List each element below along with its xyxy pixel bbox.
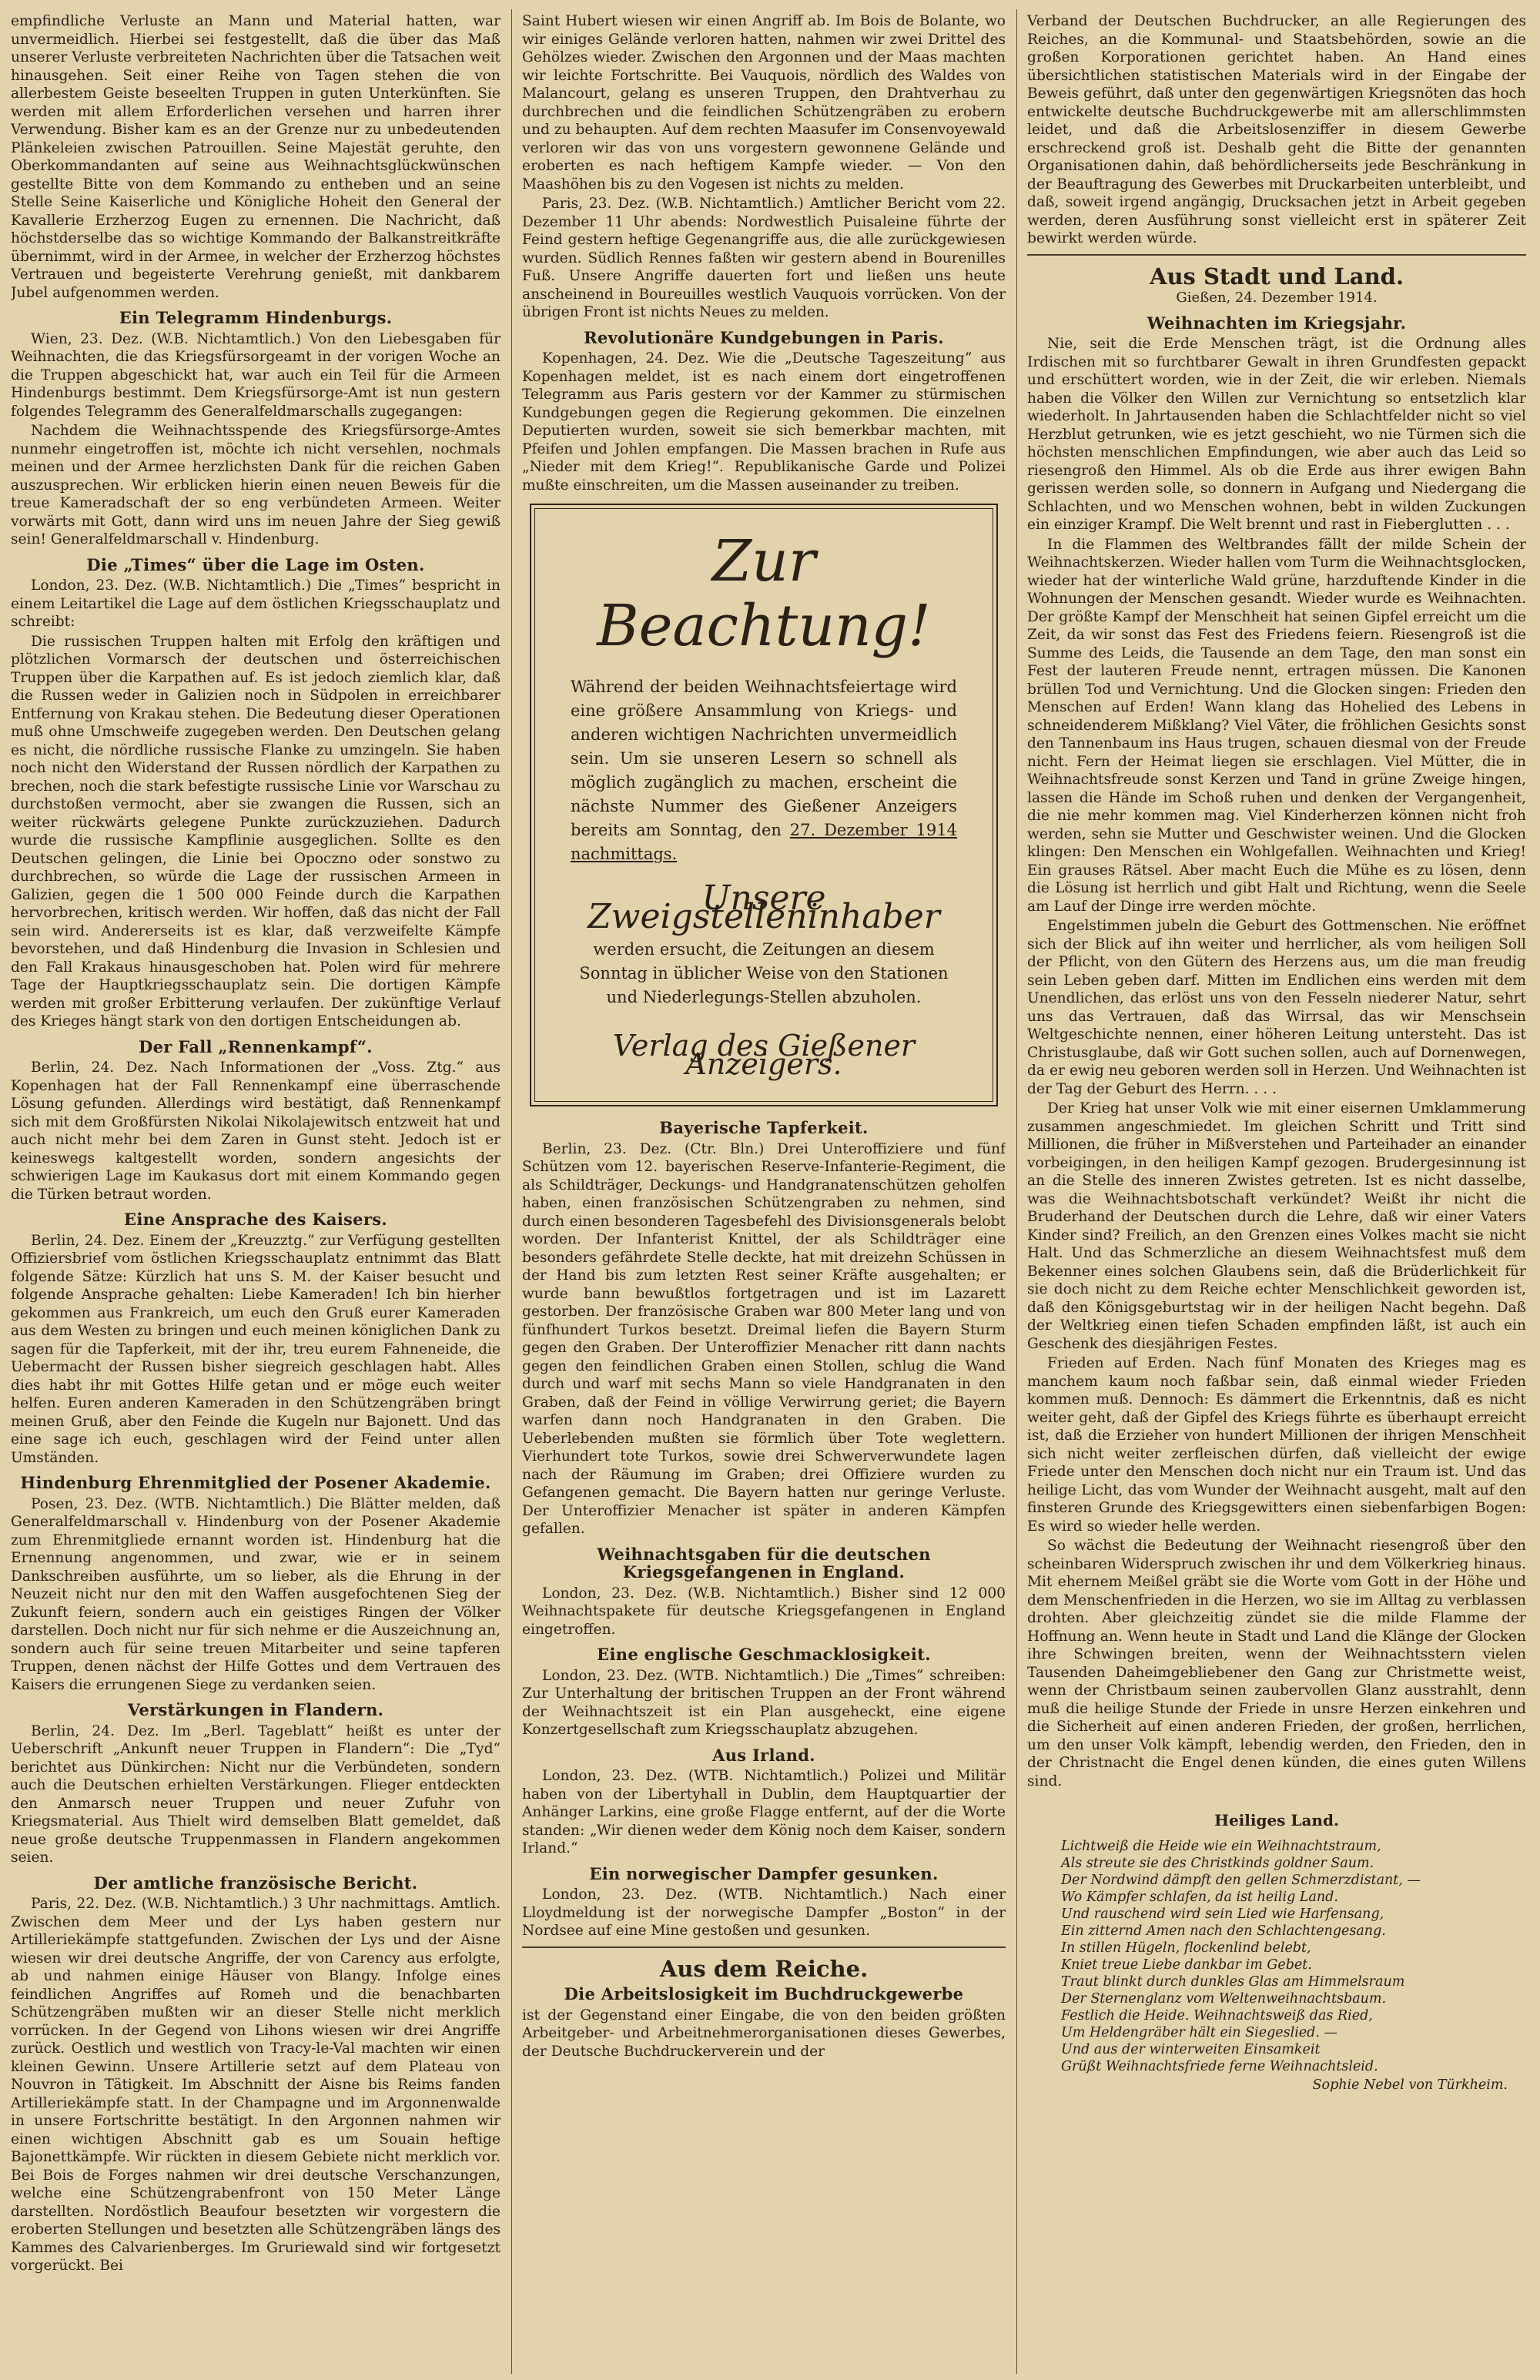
article-headline: Die „Times“ über die Lage im Osten. <box>86 554 425 574</box>
section-heading: Aus Stadt und Land. <box>1149 263 1404 290</box>
notice-date: 27. Dezember 1914 nachmittags. <box>571 821 957 863</box>
article-headline: Die Arbeitslosigkeit im Buchdruckgewerbe <box>564 1984 964 2003</box>
section-divider <box>522 1947 1006 1948</box>
article-headline: Der Fall „Rennenkampf“. <box>139 1036 373 1056</box>
notice-title: Zur Beachtung! <box>597 528 931 659</box>
section-divider <box>1027 254 1526 256</box>
notice-subheading: Unsere Zweigstelleninhaber <box>588 879 940 936</box>
poem-line: Der Sternenglanz vom Weltenweihnachtsbaum. <box>1061 1990 1387 2007</box>
article-paragraph: Frieden auf Erden. Nach fünf Monaten des Krieges mag es manchem kaum noch faßbar sein, daß einmal wieder Frieden kommen muß. Dennoch: Es dämmert die Erkenntnis, daß es nicht weiter geht, daß der Gipfel des Kriegs führte es überhaupt erreicht ist, daß die Erzieher von hundert Millionen der ihrigen Menschheit sich nicht weiter zerfleischen dürfen, daß vielleicht der ewige Friede unter den Menschen doch nicht nur ein Traum ist. Und das heilige Licht, das vom Wunder der Weihnacht ausgeht, malt auf den finsteren Grunde des Kriegsgewitters einen siebenfarbigen Bogen: Es wird so wieder helle werden. <box>1027 1355 1526 1535</box>
article-paragraph: Posen, 23. Dez. (WTB. Nichtamtlich.) Die Blätter melden, daß Generalfeldmarschall v. Hindenburg von der Posener Akademie zum Ehrenmitgliede ernannt worden ist. Hindenburg hat die Ernennung angenommen, und zwar, wie er in seinem Dankschreiben ausführte, um so lieber, als die Ehrung in der Neuzeit nicht nur den mit den Waffen ausgefochtenen Sieg der Zukunft feiern, sondern auch ein geistiges Ringen der Völker darstellen. Doch nicht nur für sich nehme er die Auszeichnung an, sondern auch für seine treuen Mitarbeiter und seine tapferen Truppen, denen nächst der Hilfe Gottes und dem Vertrauen des Kaisers die errungenen Siege zu verdanken seien. <box>11 1495 500 1693</box>
article-paragraph: Nie, seit die Erde Menschen trägt, ist die Ordnung alles Irdischen mit so furchtbarer Gewalt in ihren Grundfesten gepackt und erschüttert worden, wie in der Zeit, die wir erleben. Niemals haben die Völker den Willen zur Vernichtung so entsetzlich klar wiederholt. In Jahrtausenden haben die Schlachtfelder nicht so viel Herzblut getrunken, wie es jetzt geschieht, wo nie Türmen sich die höchsten menschlichen Empfindungen, wie aber auch das Leid so riesengroß den Himmel. Als ob die Erde aus ihrer ewigen Bahn gerissen werden solle, so donnern in Aufgang und Niedergang die Schlachten, und wo Menschen wohnen, bebt in wilden Zuckungen ein einziger Krampf. Die Welt brennt und rast in Fieberglutten . . . <box>1027 336 1526 533</box>
article-paragraph: Berlin, 24. Dez. Einem der „Kreuzztg.“ zur Verfügung gestellten Offiziersbrief vom östlichen Kriegsschauplatz entnimmt das Blatt folgende Sätze: Kürzlich hat uns S. M. der Kaiser besucht und folgende Ansprache gehalten: Liebe Kameraden! Ich bin hierher gekommen aus Frankreich, um euch den Gruß eurer Kameraden aus dem Westen zu bringen und euch meinen königlichen Dank zu sagen für die Tapferkeit, mit der ihr, treu eurem Fahneneide, die Uebermacht der Russen bisher siegreich geschlagen habt. Alles dies habt ihr mit Gottes Hilfe getan und er möge euch weiter helfen. Euren anderen Kameraden in den Schützengräben bringt meinen Gruß, aber den Feinde die Kugeln nur Bajonett. Und das eine sage ich euch, geschlagen wird der Feind unter allen Umständen. <box>11 1232 500 1466</box>
article-paragraph: London, 23. Dez. (W.B. Nichtamtlich.) Bisher sind 12 000 Weihnachtspakete für deutsche Kriegsgefangenen in England eingetroffen. <box>522 1585 1006 1638</box>
article-headline: Weihnachten im Kriegsjahr. <box>1147 313 1407 333</box>
article-paragraph: Der Krieg hat unser Volk wie mit einer eisernen Umklammerung zusammen angeschmiedet. Im gleichen Schritt und Tritt sind Millionen, die früher in Mißverstehen und Parteihader an einander vorbeigingen, in den heiligen Kampf gezogen. Brudergesinnung ist an die Stelle des inneren Zwistes getreten. Ist es nicht dasselbe, was die Weihnachtsbotschaft verkündet? Weißt ihr nicht die Bruderhand der Deutschen durch die Lehre, daß wir einer Vaters Kinder sind? Freilich, an den Grenzen eines Volkes macht sie nicht Halt. Und das Schmerzliche an diesem Weihnachtsfest muß dem Bekenner eines solchen Glaubens sein, daß die Brüderlichkeit für sie doch nicht zu dem Reiche echter Menschlichkeit geworden ist, daß den Königsgeburtstag wir in der heiligen Nacht begehn. Daß der Weltkrieg einen tiefen Schaden empfinden läßt, ist auch ein Geschenk des diesjährigen Festes. <box>1027 1100 1526 1352</box>
article-paragraph: Saint Hubert wiesen wir einen Angriff ab. Im Bois de Bolante, wo wir einiges Gelände verloren hatten, nahmen wir zwei Drittel des Gehölzes wieder. Zwischen den Argonnen und der Maas machten wir leichte Fortschritte. Bei Vauquois, nördlich des Waldes von Malancourt, gelang es unseren Truppen, den Drahtverhau zu durchbrechen und die feindlichen Schützengräben zu erobern und zu behaupten. Auf dem rechten Maasufer im Consenvoyewald verloren wir das von uns vorgestern gewonnene Gelände und eroberten es nach heftigem Kampfe wieder. — Von den Maashöhen bis zu den Vogesen ist nichts zu melden. <box>522 13 1006 192</box>
article-paragraph: Wien, 23. Dez. (W.B. Nichtamtlich.) Von den Liebesgaben für Weihnachten, die das Kriegsfürsorgeamt in der vorigen Woche an die Truppen abgeschickt hat, war auch ein Teil für die Armeen Hindenburgs bestimmt. Dem Kriegsfürsorge-Amt ist nun gestern folgendes Telegramm des Generalfeldmarschalls zugegangen: <box>11 330 500 420</box>
article-paragraph: So wächst die Bedeutung der Weihnacht riesengroß über den scheinbaren Widerspruch zwischen ihr und dem Völkerkrieg hinaus. Mit ehernem Meißel gräbt sie die Worte vom Gott in der Höhe und dem Menschenfrieden in die Herzen, wo sie im Alltag zu verblassen drohten. Aber gleichzeitig zündet sie die milde Flamme der Hoffnung an. Wenn heute in Stadt und Land die Klänge der Glocken ihre Schwingen breiten, wenn der Weihnachtsstern vielen Tausenden Daheimgebliebener den Gang zur Christmette weist, wenn der Christbaum seinen zaubervollen Glanz ausstrahlt, denn muß die heilige Stunde der Friede in unsre Herzen einkehren und die Sicherheit auf einen anderen Frieden, der großen, herrlichen, um den unser Volk kämpft, lebendig werden, den Frieden, den in der Christnacht die Engel denen künden, die eines guten Willens sind. <box>1027 1538 1526 1789</box>
article-headline: Ein norwegischer Dampfer gesunken. <box>589 1863 939 1883</box>
poem-line: Grüßt Weihnachtsfriede ferne Weihnachtsleid. <box>1061 2058 1378 2074</box>
column-1 <box>11 12 500 2371</box>
article-paragraph: London, 23. Dez. (WTB. Nichtamtlich.) Nach einer Lloydmeldung ist der norwegische Dampfer „Boston“ in der Nordsee auf eine Mine gestoßen und gesunken. <box>522 1886 1006 1939</box>
poem-line: Festlich die Heide. Weihnachtsweiß das Ried, <box>1061 2007 1373 2024</box>
poem-line: Der Nordwind dämpft den gellen Schmerzdistant, — <box>1061 1872 1421 1888</box>
article-headline: Weihnachtsgaben für die deutschen Kriegsgefangenen in England. <box>597 1544 931 1582</box>
article-headline: Bayerische Tapferkeit. <box>659 1118 869 1137</box>
article-headline: Ein Telegramm Hindenburgs. <box>119 308 393 327</box>
article-paragraph: Paris, 23. Dez. (W.B. Nichtamtlich.) Amtlicher Bericht vom 22. Dezember 11 Uhr abends: Nordwestlich Puisaleine führte der Feind gestern heftige Gegenangriffe aus, die alle zurückgewiesen wurden. Südlich Rennes faßten wir gestern abend in Bourenilles Fuß. Unsere Angriffe dauerten fort und ließen uns heute anscheinend in Boureuilles westlich Vauquois vorrücken. Von der übrigen Front ist nichts Neues zu melden. <box>522 196 1006 320</box>
poem-line: In stillen Hügeln, flockenlind belebt, <box>1061 1940 1311 1956</box>
article-paragraph: ist der Gegenstand einer Eingabe, die von den beiden größten Arbeitgeber- und Arbeitnehmerorganisationen dieses Gewerbes, der Deutsche Buchdruckerverein und der <box>522 2007 1006 2060</box>
poem-line: Als streute sie des Christkinds goldner Saum. <box>1061 1855 1374 1871</box>
article-paragraph: empfindliche Verluste an Mann und Material hatten, war unvermeidlich. Hierbei sei festgestellt, daß die über das Maß unserer Verluste verbreiteten Nachrichten über die Tatsachen weit hinausgehen. Seit einer Reihe von Tagen stehen die von allerbestem Geiste beseelten Truppen in guten Unterkünften. Sie werden mit allem Erforderlichen versehen und harren ihrer Verwendung. Bisher kam es an der Grenze nur zu unbedeutenden Plänkeleien zwischen Patrouillen. Seine Majestät geruhte, den Oberkommandanten auf seine aus Weihnachtsglückwünschen gestellte Bitte von dem Kommando zu entheben und an seine Stelle Seine Kaiserliche und Königliche Hoheit den General der Kavallerie Erzherzog Eugen zu ernennen. Die Nachricht, daß höchstderselbe das so wichtige Kommando der Balkanstreitkräfte übernimmt, wird in der Armee, in welcher der Erzherzog höchstes Vertrauen und begeisterte Verehrung genießt, mit dankbarem Jubel aufgenommen werden. <box>11 13 500 301</box>
poem <box>1027 1838 1526 2075</box>
article-paragraph: Nachdem die Weihnachtsspende des Kriegsfürsorge-Amtes nunmehr eingetroffen ist, möchte ich nicht versehlen, nochmals meinen und der Armee herzlichsten Dank für die reichen Gaben auszusprechen. Wir erblicken hierin einen neuen Beweis für die treue Kameradschaft der so eng verbündeten Armeen. Weiter vorwärts mit Gott, dann wird uns im neuen Jahre der Sieg gewiß sein! Generalfeldmarschall v. Hindenburg. <box>11 423 500 547</box>
article-paragraph: London, 23. Dez. (WTB. Nichtamtlich.) Polizei und Militär haben von der Libertyhall in Dublin, dem Hauptquartier der Anhänger Larkins, eine große Flagge entfernt, auf der die Worte standen: „Wir dienen weder dem König noch dem Kaiser, sondern Irland.“ <box>522 1768 1006 1856</box>
notice-publisher: Verlag des Gießener Anzeigers. <box>612 1029 916 1081</box>
article-headline: Aus Irland. <box>712 1745 815 1765</box>
poem-line: Und rauschend wird sein Lied wie Harfensang, <box>1061 1906 1384 1922</box>
article-paragraph: Kopenhagen, 24. Dez. Wie die „Deutsche Tageszeitung“ aus Kopenhagen meldet, ist es nach einem dort eingetroffenen Telegramm aus Paris gestern vor der Kammer zu stürmischen Kundgebungen gegen die Regierung gekommen. Die einzelnen Deputierten wurden, soweit sie sich bemerkbar machten, mit Pfeifen und Johlen empfangen. Die Massen brachen in Rufe aus „Nieder mit dem Krieg!“. Republikanische Garde und Polizei mußte einschreiten, um die Massen auseinander zu treiben. <box>522 350 1006 494</box>
article-paragraph: Verband der Deutschen Buchdrucker, an alle Regierungen des Reiches, an die Kommunal- und Staatsbehörden, sowie an die großen Korporationen gerichtet haben. An Hand eines übersichtlichen statistischen Materials wird in der Eingabe der Beweis geführt, daß unter den gegenwärtigen Kriegsnöten das hoch entwickelte deutsche Buchdruckgewerbe mit am allerschlimmsten leidet, und daß die Arbeitslosenziffer in diesem Gewerbe erschreckend groß ist. Deshalb geht die Bitte der genannten Organisationen dahin, daß behördlicherseits jede Beschränkung in der Beauftragung des Gewerbes mit Druckarbeiten unterbleibt, und daß, soweit irgend angängig, Drucksachen jetzt in Arbeit gegeben werden, deren Ausführung sonst vielleicht erst in späterer Zeit bewirkt werden würde. <box>1027 13 1526 246</box>
article-headline: Eine Ansprache des Kaisers. <box>124 1210 387 1229</box>
poem-author: Sophie Nebel von Türkheim. <box>1312 2077 1508 2093</box>
notice-box <box>530 504 998 1106</box>
article-paragraph: London, 23. Dez. (WTB. Nichtamtlich.) Die „Times“ schreiben: Zur Unterhaltung der britischen Truppen an der Front während der Weihnachtszeit ist ein Plan ausgeheckt, eine eigene Konzertgesellschaft zum Kriegsschauplatz abzugehen. <box>522 1667 1006 1738</box>
poem-line: Ein zitternd Amen nach den Schlachtengesang. <box>1061 1923 1386 1939</box>
notice-inner <box>534 508 993 1102</box>
article-paragraph: In die Flammen des Weltbrandes fällt der milde Schein der Weihnachtskerzen. Wieder hallen vom Turm die Weihnachtsglocken, wieder hat der winterliche Wald grüne, harzduftende Kinder in die Wohnungen der Menschen gesandt. Wieder wurde es Weihnachten. Der größte Kampf der Menschheit hat seinen Gipfel erreicht um die Zeit, da wir sonst das Fest des Friedens feiern. Riesengroß ist die Summe des Leids, die Tausende an dem Tage, den man sonst ein Fest der lauteren Freude nennt, ertragen müssen. Die Kanonen brüllen Tod und Vernichtung. Und die Glocken singen: Frieden den Menschen auf Erden! Wann klang das Hohelied des Lebens in schneidenderem Mißklang? Viel Väter, die fröhlichen Gesichts sonst den Tannenbaum ins Haus trugen, schauen diesmal von der Freude nicht. Fern der Heimat liegen sie erschlagen. Viel Mütter, die in Weihnachtsfreude sonst Kerzen und Tand in grüne Zweige hingen, lassen die Hände im Schoß ruhen und denken der Vergangenheit, die nie mehr kommen mag. Viel Kinderherzen können nicht froh werden, sehn sie Mutter und Geschwister weinen. Und die Glocken klingen: Den Menschen ein Wohlgefallen. Weihnachten und Krieg! Ein grauses Rätsel. Aber macht Euch die Mühe es zu lösen, denn die Lösung ist herrlich und gibt Halt und Richtung, wenn die Seele am Lauf der Dinge irre werden möchte. <box>1027 536 1526 915</box>
article-paragraph: Berlin, 24. Dez. Nach Informationen der „Voss. Ztg.“ aus Kopenhagen hat der Fall Rennenkampf eine überraschende Lösung gefunden. Allerdings wird bestätigt, daß Rennenkampf sich mit dem Großfürsten Nikolai Nikolajewitsch entzweit hat und auch nicht mehr bei dem Zaren in Gunst steht. Jedoch ist er keineswegs kaltgestellt worden, sondern angesichts der schwierigen Lage im Kaukasus dort mit einem Kommando gegen die Türken betraut worden. <box>11 1059 500 1203</box>
poem-line: Wo Kämpfer schlafen, da ist heilig Land. <box>1061 1889 1338 1905</box>
article-paragraph: Die russischen Truppen halten mit Erfolg den kräftigen und plötzlichen Vormarsch der deutschen und österreichischen Truppen über die Karpathen auf. Es ist jedoch ziemlich klar, daß die Russen weder in Galizien noch in Südpolen in erreichbarer Entfernung von Krakau stehen. Die Bedeutung dieser Operationen muß ohne Umschweife zugegeben werden. Den Deutschen gelang es nicht, die nördliche russische Flanke zu umzingeln. Sie haben noch nicht den Widerstand der Russen nördlich der Karpathen zu brechen, noch die stark befestigte russische Linie vor Warschau zu durchstoßen vermocht, aber sie zwangen die Russen, sich an weiter rückwärts gelegene Punkte zurückzuziehen. Dadurch wurde die russische Kampflinie ausgeglichen. Sollte es den Deutschen gelingen, die Linie bei Opoczno oder sonstwo zu durchbrechen, so würde die Lage der russischen Armeen in Galizien, gegen die 1 500 000 Feinde durch die Karpathen hervorbrechen, kritisch werden. Wir hoffen, daß das nicht der Fall sein wird. Andererseits ist es klar, daß verzweifelte Kämpfe bevorstehen, und daß Hindenburg die Invasion in Schlesien und den Fall Krakaus hinausgeschoben hat. Polen wird für mehrere Tage der Hauptkriegsschauplatz sein. Die dortigen Kämpfe werden mit großer Erbitterung verlaufen. Der zukünftige Verlauf des Krieges hängt stark von den dortigen Entscheidungen ab. <box>11 633 500 1029</box>
article-headline: Eine englische Geschmacklosigkeit. <box>597 1645 931 1664</box>
article-headline: Der amtliche französische Bericht. <box>93 1873 418 1893</box>
article-headline: Verstärkungen in Flandern. <box>127 1700 384 1719</box>
poem-line: Kniet treue Liebe dankbar im Gebet. <box>1061 1957 1312 1973</box>
poem-line: Und aus der winterweiten Einsamkeit <box>1061 2041 1321 2057</box>
column-divider <box>511 9 512 2374</box>
article-paragraph: London, 23. Dez. (W.B. Nichtamtlich.) Die „Times“ bespricht in einem Leitartikel die Lage auf dem östlichen Kriegsschauplatz und schreibt: <box>11 577 500 630</box>
article-paragraph: Paris, 22. Dez. (W.B. Nichtamtlich.) 3 Uhr nachmittags. Amtlich. Zwischen dem Meer und der Lys haben gestern nur Artilleriekämpfe stattgefunden. Zwischen der Lys und der Aisne wiesen wir drei deutsche Angriffe, der von Carency aus erfolgte, ab und nahmen einige Häuser von Blangy. Infolge eines feindlichen Angriffes auf Romeh und die benachbarten Schützengräben mußten wir an dieser Stelle nicht merklich vorrücken. In der Gegend von Lihons wiesen wir drei Angriffe zurück. Oestlich und westlich von Tracy-le-Val machten wir einen kleinen Gewinn. Unsere Artillerie setzt auf dem Plateau von Nouvron in Tätigkeit. Im Abschnitt der Aisne bis Reims fanden Artilleriekämpfe statt. In der Champagne und im Argonnenwalde in unsere Fortschritte bestätigt. In den Argonnen nahmen wir einen wichtigen Abschnitt gab es um Souain heftige Bajonettkämpfe. Wir rückten in diesem Gebiete nicht merklich vor. Bei Bois de Forges nahmen wir drei deutsche Verschanzungen, welche eine Schützengrabenfront von 150 Meter Länge darstellten. Nordöstlich Beaufour besetzten wir vorgestern die eroberten Stellungen und besetzten alle Schützengräben längs des Kammes des Calvarienberges. Im Gruriewald sind wir fortgesetzt vorgerückt. Bei <box>11 1896 500 2274</box>
notice-body <box>571 675 957 866</box>
poem-line: Traut blinkt durch dunkles Glas am Himmelsraum <box>1061 1973 1405 1990</box>
dateline: Gießen, 24. Dezember 1914. <box>1176 290 1378 306</box>
article-paragraph: Berlin, 23. Dez. (Ctr. Bln.) Drei Unteroffiziere und fünf Schützen vom 12. bayerischen Reserve-Infanterie-Regiment, die als Schildträger, Deckungs- und Handgranatenschützen geholfen haben, einen französischen Schützengraben zu nehmen, sind durch einen besonderen Tagesbefehl des Divisionsgenerals belobt worden. Der Infanterist Knittel, der als Schildträger eine besonders gefährdete Stelle deckte, hat mit dreizehn Schüssen in der Hand bis zum letzten Rest seiner Kräfte ausgehalten; er wurde bann bewußtlos fortgetragen und ist im Lazarett gestorben. Der französische Graben war 800 Meter lang und von fünfhundert Turkos besetzt. Dreimal liefen die Bayern Sturm gegen den Graben. Der Unteroffizier Menacher ritt dann nachts gegen den feindlichen Graben einen Stollen, schlug die Wand durch und warf mit sechs Mann so viele Handgranaten in den Graben, daß der Feind in völlige Verwirrung geriet; die Bayern warfen dann noch Handgranaten in den Graben. Die Ueberlebenden mußten sie förmlich über Tote weglettern. Vierhundert tote Turkos, sowie drei Schwerverwundete lagen nach der Räumung im Graben; drei Offiziere wurden zu Gefangenen gemacht. Die Bayern hatten nur geringe Verluste. Der Unteroffizier Menacher ist später in anderen Kämpfen gefallen. <box>522 1140 1006 1537</box>
column-divider <box>1016 9 1017 2374</box>
column-3 <box>1027 12 1526 2371</box>
article-headline: Hindenburg Ehrenmitglied der Posener Akademie. <box>20 1473 491 1492</box>
poem-title: Heiliges Land. <box>1214 1811 1339 1829</box>
article-headline: Revolutionäre Kundgebungen in Paris. <box>584 327 944 347</box>
article-paragraph: Engelstimmen jubeln die Geburt des Gottmenschen. Nie eröffnet sich der Blick auf ihn weiter und herrlicher, als vom heiligen Soll der Pflicht, von den Gütern des Herzens aus, um die man freudig sein Leben geben darf. Mitten im Endlichen eins werden mit dem Unendlichen, das erlöst uns von den Fesseln niederer Natur, sehrt uns das Vertrauen, daß das Wirrsal, das wir Menschsein Weltgeschichte nennen, einer höheren Leitung untersteht. Das ist Christusglaube, daß wir Gott suchen sollen, auch auf Dornenwegen, da er ewig neu geboren werden soll in Herzen. Und Weihnachten ist der Tag der Geburt des Herrn. . . . <box>1027 918 1526 1097</box>
notice-text: Während der beiden Weihnachtsfeiertage wird eine größere Ansammlung von Kriegs- und anderen wichtigen Nachrichten unvermeidlich sein. Um sie unseren Lesern so schnell als möglich zugänglich zu machen, erscheint die nächste Nummer des Gießener Anzeigers bereits am Sonntag, den <box>571 678 957 839</box>
poem-line: Um Heldengräber hält ein Siegeslied. — <box>1061 2024 1337 2040</box>
notice-text: werden ersucht, die Zeitungen an diesem Sonntag in üblicher Weise von den Stationen und Niederlegungs-Stellen abzuholen. <box>579 940 949 1006</box>
section-heading: Aus dem Reiche. <box>659 1955 869 1982</box>
article-paragraph: Berlin, 24. Dez. Im „Berl. Tageblatt“ heißt es unter der Ueberschrift „Ankunft neuer Truppen in Flandern“: Die „Tyd“ berichtet aus Dünkirchen: Nicht nur die Verbündeten, sondern auch die Deutschen erhielten Verstärkungen. Flieger entdeckten den Anmarsch neuer Truppen und neuer Zufuhr von Kriegsmaterial. Aus Thielt wird demselben Blatt gemeldet, daß neue große deutsche Truppenmassen in Flandern angekommen seien. <box>11 1722 500 1866</box>
column-2 <box>522 12 1006 2371</box>
poem-line: Lichtweiß die Heide wie ein Weihnachtstraum, <box>1061 1838 1381 1854</box>
